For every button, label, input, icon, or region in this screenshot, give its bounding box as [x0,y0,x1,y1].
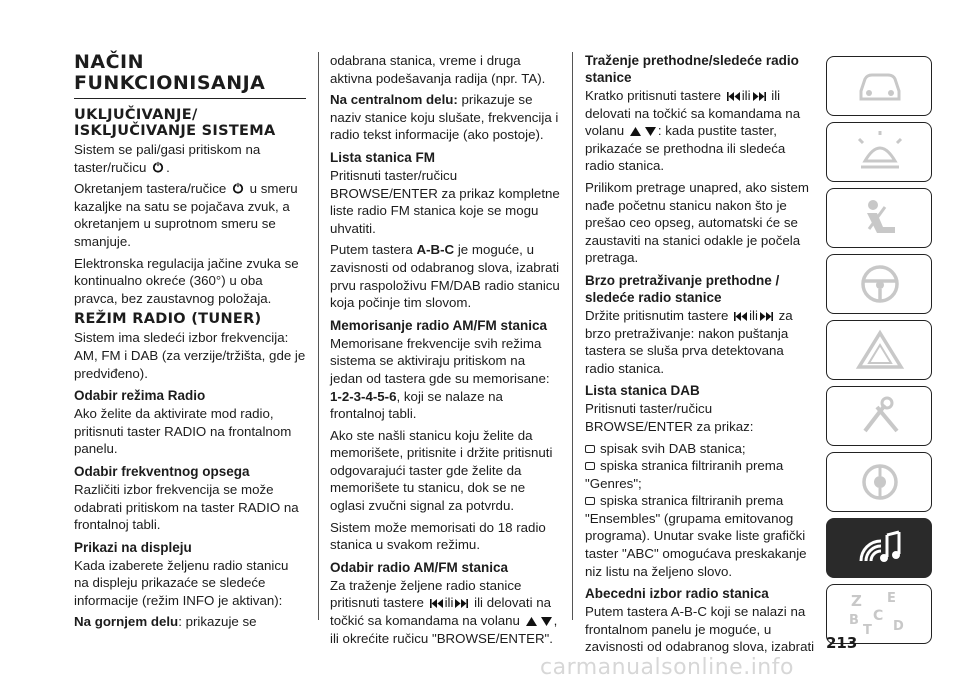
section-title-radio: REŽIM RADIO (TUNER) [74,311,262,328]
paragraph: Za traženje željene radio stanice pritisnuti tastere ili ili delovati na točkić sa komandama na volanu , ili okrećite ručicu "BROWSE/ENTER". [330,577,558,646]
power-icon [152,161,164,173]
bullet-icon [585,462,595,470]
tab-maintenance[interactable] [826,386,932,446]
list-item: spiska stranica filtriranih prema "Ensembles" (grupama emitovanog programa). Unutar svake liste grafički taster "ABC" omogućava preskakanje niz listu na željeno slovo. [585,493,807,579]
list-item: spiska stranica filtriranih prema "Genres"; [585,458,784,491]
paragraph: Na centralnom delu: prikazuje se naziv stanice koju slušate, frekvencija i radio tekst informacije (ako postoje). [330,92,559,143]
chapter-tabs [826,56,934,650]
page-number: 213 [826,634,858,652]
tab-emergency[interactable] [826,320,932,380]
down-arrow-icon [645,127,656,136]
seek-back-icon [430,599,443,608]
paragraph: Pritisnuti taster/ručicu BROWSE/ENTER za prikaz: [585,401,754,434]
paragraph: Različiti izbor frekvencija se može odabrati pritiskom na taster RADIO na frontalnoj tabli. [74,481,299,533]
paragraph: Držite pritisnutim tastere ili za brzo pretraživanje: nakon puštanja tastera se sluša prva detektovana radio stanica. [585,307,793,376]
list-item: spisak svih DAB stanica; [585,440,817,458]
seat-safety-icon [855,197,905,239]
up-arrow-icon [630,127,641,136]
chapter-title: NAČIN FUNKCIONISANJA [74,52,306,99]
subheading: Odabir frekventnog opsega [74,463,250,479]
subheading: Memorisanje radio AM/FM stanica [330,317,548,333]
seek-back-icon [727,92,740,101]
paragraph: Pritisnuti taster/ručicu BROWSE/ENTER za prikaz kompletne liste radio FM stanica koje se mogu uhvatiti. [330,167,560,236]
steering-wheel-icon [855,263,905,305]
up-arrow-icon [526,617,537,626]
tab-technical-data[interactable] [826,452,932,512]
subheading: Brzo pretraživanje prethodne / sledeće radio stanice [585,272,780,305]
paragraph: Sistem može memorisati do 18 radio stanica u svakom režimu. [330,519,546,553]
subheading: Abecedni izbor radio stanica [585,586,769,602]
car-overview-icon [855,65,905,107]
down-arrow-icon [541,617,552,626]
seek-forward-icon [455,599,468,608]
paragraph: Okretanjem tastera/ručice u smeru kazaljke na satu se pojačava zvuk, a okretanjem u suprotnom smeru se smanjuje. [74,181,298,249]
bullet-icon [585,497,595,505]
subheading: Odabir radio AM/FM stanica [330,559,509,575]
column-divider [318,52,319,620]
tab-car-overview[interactable] [826,56,932,116]
tab-steering[interactable] [826,254,932,314]
subheading: Lista stanica DAB [585,383,700,399]
paragraph: Memorisane frekvencije svih režima sistema se aktiviraju pritiskom na jedan od tastera gde su memorisane: 1-2-3-4-5-6, koji se nalaze na frontalnoj tabli. [330,335,550,422]
maintenance-tools-icon [855,395,905,437]
power-icon [232,182,244,194]
seek-forward-icon [760,312,773,321]
index-letter: C [873,608,884,624]
column-2 [330,52,560,651]
paragraph: Kada izaberete željenu radio stanicu na displeju prikazaće se sledeće informacije (režim INFO je aktivan): [74,557,289,608]
column-divider [572,52,573,620]
paragraph: Sistem se pali/gasi pritiskom na taster/ručicu . [74,142,261,175]
multimedia-icon [855,527,905,569]
paragraph: Elektronska regulacija jačine zvuka se kontinualno okreće (360°) u oba pravca, bez zaustavnog položaja. [74,255,299,306]
paragraph: Putem tastera A-B-C koji se nalazi na frontalnom panelu je moguće, u zavisnosti od odabranog slova, izabrati [585,604,815,655]
seek-back-icon [734,312,747,321]
paragraph: Prilikom pretrage unapred, ako sistem nađe početnu stanicu nakon što je prešao ceo opseg, automatski će se zaustaviti na stanici odakle je počela pretraga. [585,179,809,266]
index-letter: E [887,591,896,606]
index-letter: D [893,619,904,634]
column-3 [585,52,817,660]
paragraph: Ako ste našli stanicu koju želite da memorišete, pritisnite i držite pritisnuti odgovarajući taster gde želite da memorišete tu stanicu, dok se ne oglasi zvučni signal za potvrdu. [330,427,553,514]
bullet-icon [585,445,595,453]
index-letter: B [849,613,859,628]
subheading: Traženje prethodne/sledeće radio stanice [585,53,799,85]
index-letter: Z [851,592,862,610]
section-title-power: UKLJUČIVANJE/ ISKLJUČIVANJE SISTEMA [74,107,276,139]
subheading: Odabir režima Radio [74,388,206,404]
column-1 [74,52,306,635]
index-letter: T [863,623,872,636]
paragraph: odabrana stanica, vreme i druga aktivna podešavanja radija (npr. TA). [330,53,546,86]
emergency-triangle-icon [855,329,905,371]
paragraph: Putem tastera A-B-C je moguće, u zavisnosti od odabranog slova, izabrati prvu raspoloživu FM/DAB radio stanicu koja počinje tim slovom. [330,242,560,311]
warning-lights-icon [855,131,905,173]
watermark: carmanualsonline.info [540,655,794,680]
paragraph: Ako želite da aktivirate mod radio, pritisnuti taster RADIO na frontalnom panelu. [74,406,292,457]
tab-multimedia[interactable] [826,518,932,578]
paragraph: Sistem ima sledeći izbor frekvencija: AM, FM i DAB (za verzije/tržišta, gde je predviđeno). [74,330,306,381]
tab-warning-lights[interactable] [826,122,932,182]
paragraph: Na gornjem delu: prikazuje se [74,614,257,630]
tab-safety[interactable] [826,188,932,248]
subheading: Lista stanica FM [330,149,436,165]
subheading: Prikazi na displeju [74,539,192,555]
index-letters-icon [847,590,907,636]
technical-data-icon [855,461,905,503]
paragraph: Kratko pritisnuti tastere ili ili delovati na točkić sa komandama na volanu : kada pustite taster, prikazaće se prethodna ili sledeća radio stanica. [585,88,801,174]
seek-forward-icon [753,92,766,101]
